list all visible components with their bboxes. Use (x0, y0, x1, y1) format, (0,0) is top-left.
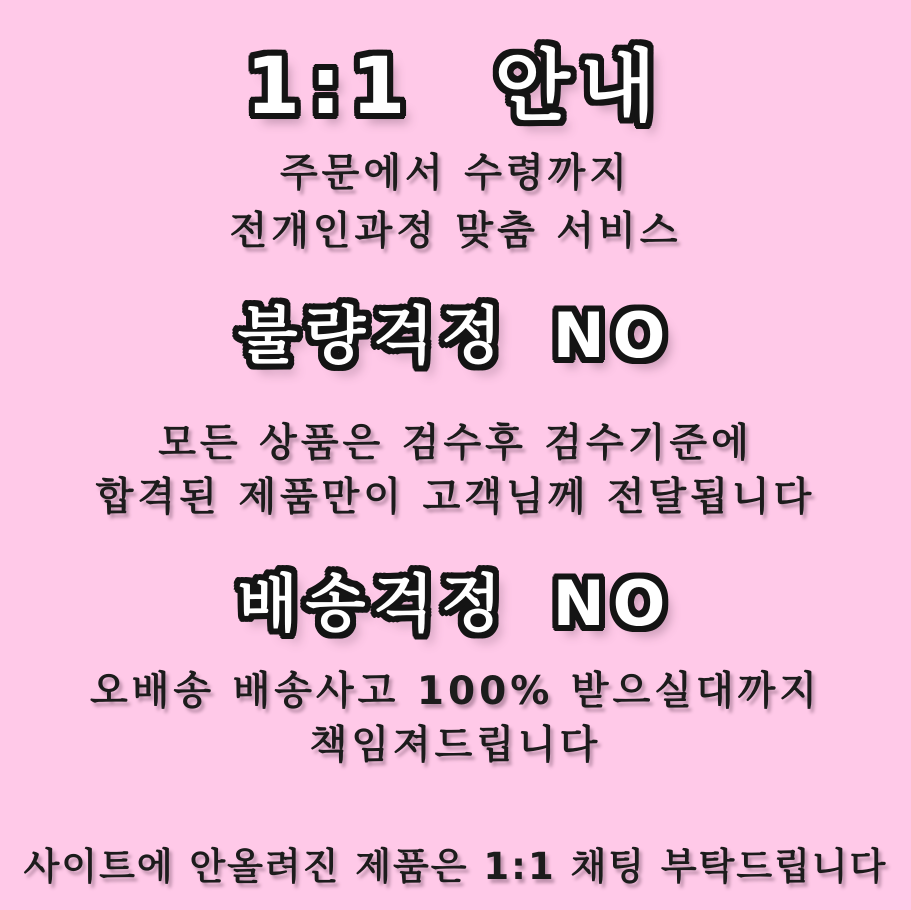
intro-line-1: 주문에서 수령까지 (280, 151, 631, 196)
banner-title: 1:1 안내 (245, 42, 666, 132)
shipping-section-heading: 배송걱정 NO (237, 567, 674, 640)
shipping-line-2: 책임져드립니다 (309, 723, 602, 768)
quality-line-1: 모든 상품은 검수후 검수기준에 (158, 421, 753, 466)
intro-line-2: 전개인과정 맞춤 서비스 (229, 209, 682, 254)
footer-note: 사이트에 안올려진 제품은 1:1 채팅 부탁드립니다 (23, 845, 888, 888)
shipping-line-1: 오배송 배송사고 100% 받으실대까지 (90, 669, 821, 714)
quality-section-heading: 불량걱정 NO (237, 299, 674, 372)
quality-line-2: 합격된 제품만이 고객님께 전달됩니다 (95, 475, 816, 520)
